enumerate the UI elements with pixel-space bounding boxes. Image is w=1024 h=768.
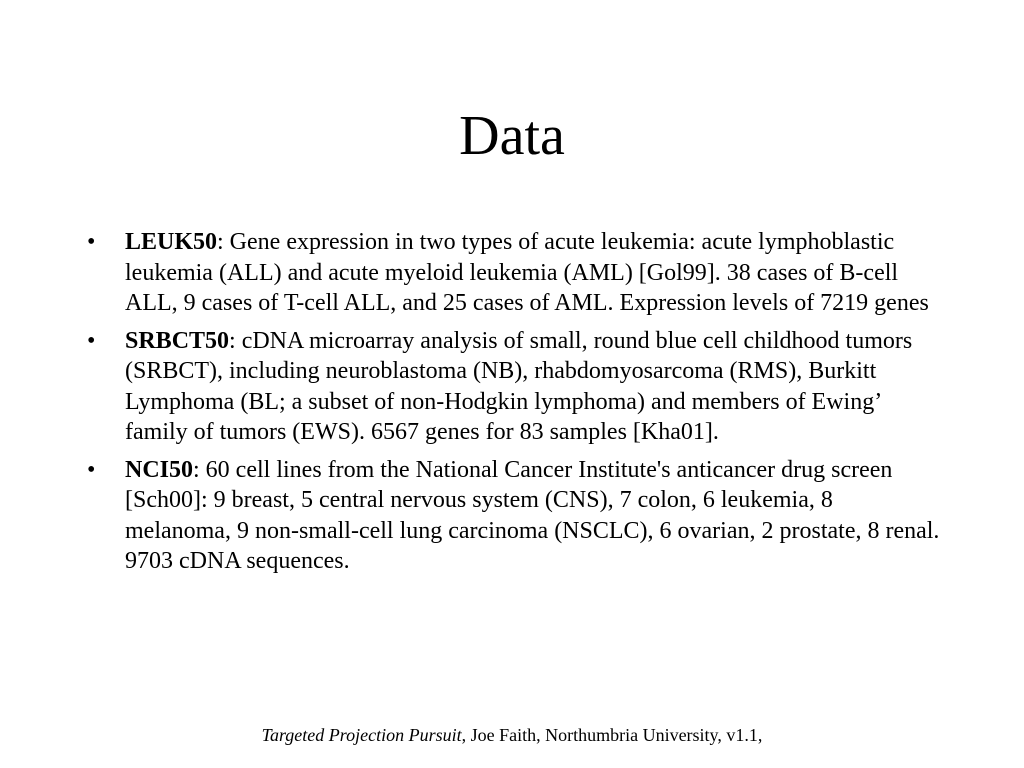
bullet-item-srbct50	[87, 326, 940, 448]
dataset-description: : cDNA microarray analysis of small, round blue cell childhood tumors (SRBCT), including neuroblastoma (NB), rhabdomyosarcoma (RMS), Burkitt Lymphoma (BL; a subset of non-Hodgkin lymphoma) and members of Ewing’ family of tumors (EWS). 6567 genes for 83 samples [Kha01].	[125, 327, 913, 445]
bullet-item-leuk50	[87, 227, 940, 319]
bullet-list	[87, 227, 940, 584]
dataset-name: SRBCT50	[125, 327, 230, 354]
slide-title: Data	[459, 105, 565, 167]
dataset-name: LEUK50	[125, 229, 218, 255]
dataset-description: : 60 cell lines from the National Cancer Institute's anticancer drug screen [Sch00]: 9 breast, 5 central nervous system (CNS), 7 colon, 6 leukemia, 8 melanoma, 9 non-small-cell lung carcinoma (NSCLC), 6 ovarian, 2 prostate, 8 renal. 9703 cDNA sequences.	[125, 456, 940, 574]
slide-footer	[0, 722, 1024, 748]
bullet-marker: •	[87, 229, 96, 255]
bullet-marker: •	[87, 327, 96, 354]
footer-credit: , Joe Faith, Northumbria University, v1.1,	[461, 725, 763, 745]
bullet-item-nci50	[87, 455, 940, 577]
dataset-description: : Gene expression in two types of acute leukemia: acute lymphoblastic leukemia (ALL) and acute myeloid leukemia (AML) [Gol99]. 38 cases of B-cell ALL, 9 cases of T-cell ALL, and 25 cases of AML. Expression levels of 7219 genes	[125, 229, 929, 316]
footer-work-title: Targeted Projection Pursuit	[261, 725, 462, 745]
dataset-name: NCI50	[125, 456, 194, 483]
bullet-marker: •	[87, 456, 96, 483]
